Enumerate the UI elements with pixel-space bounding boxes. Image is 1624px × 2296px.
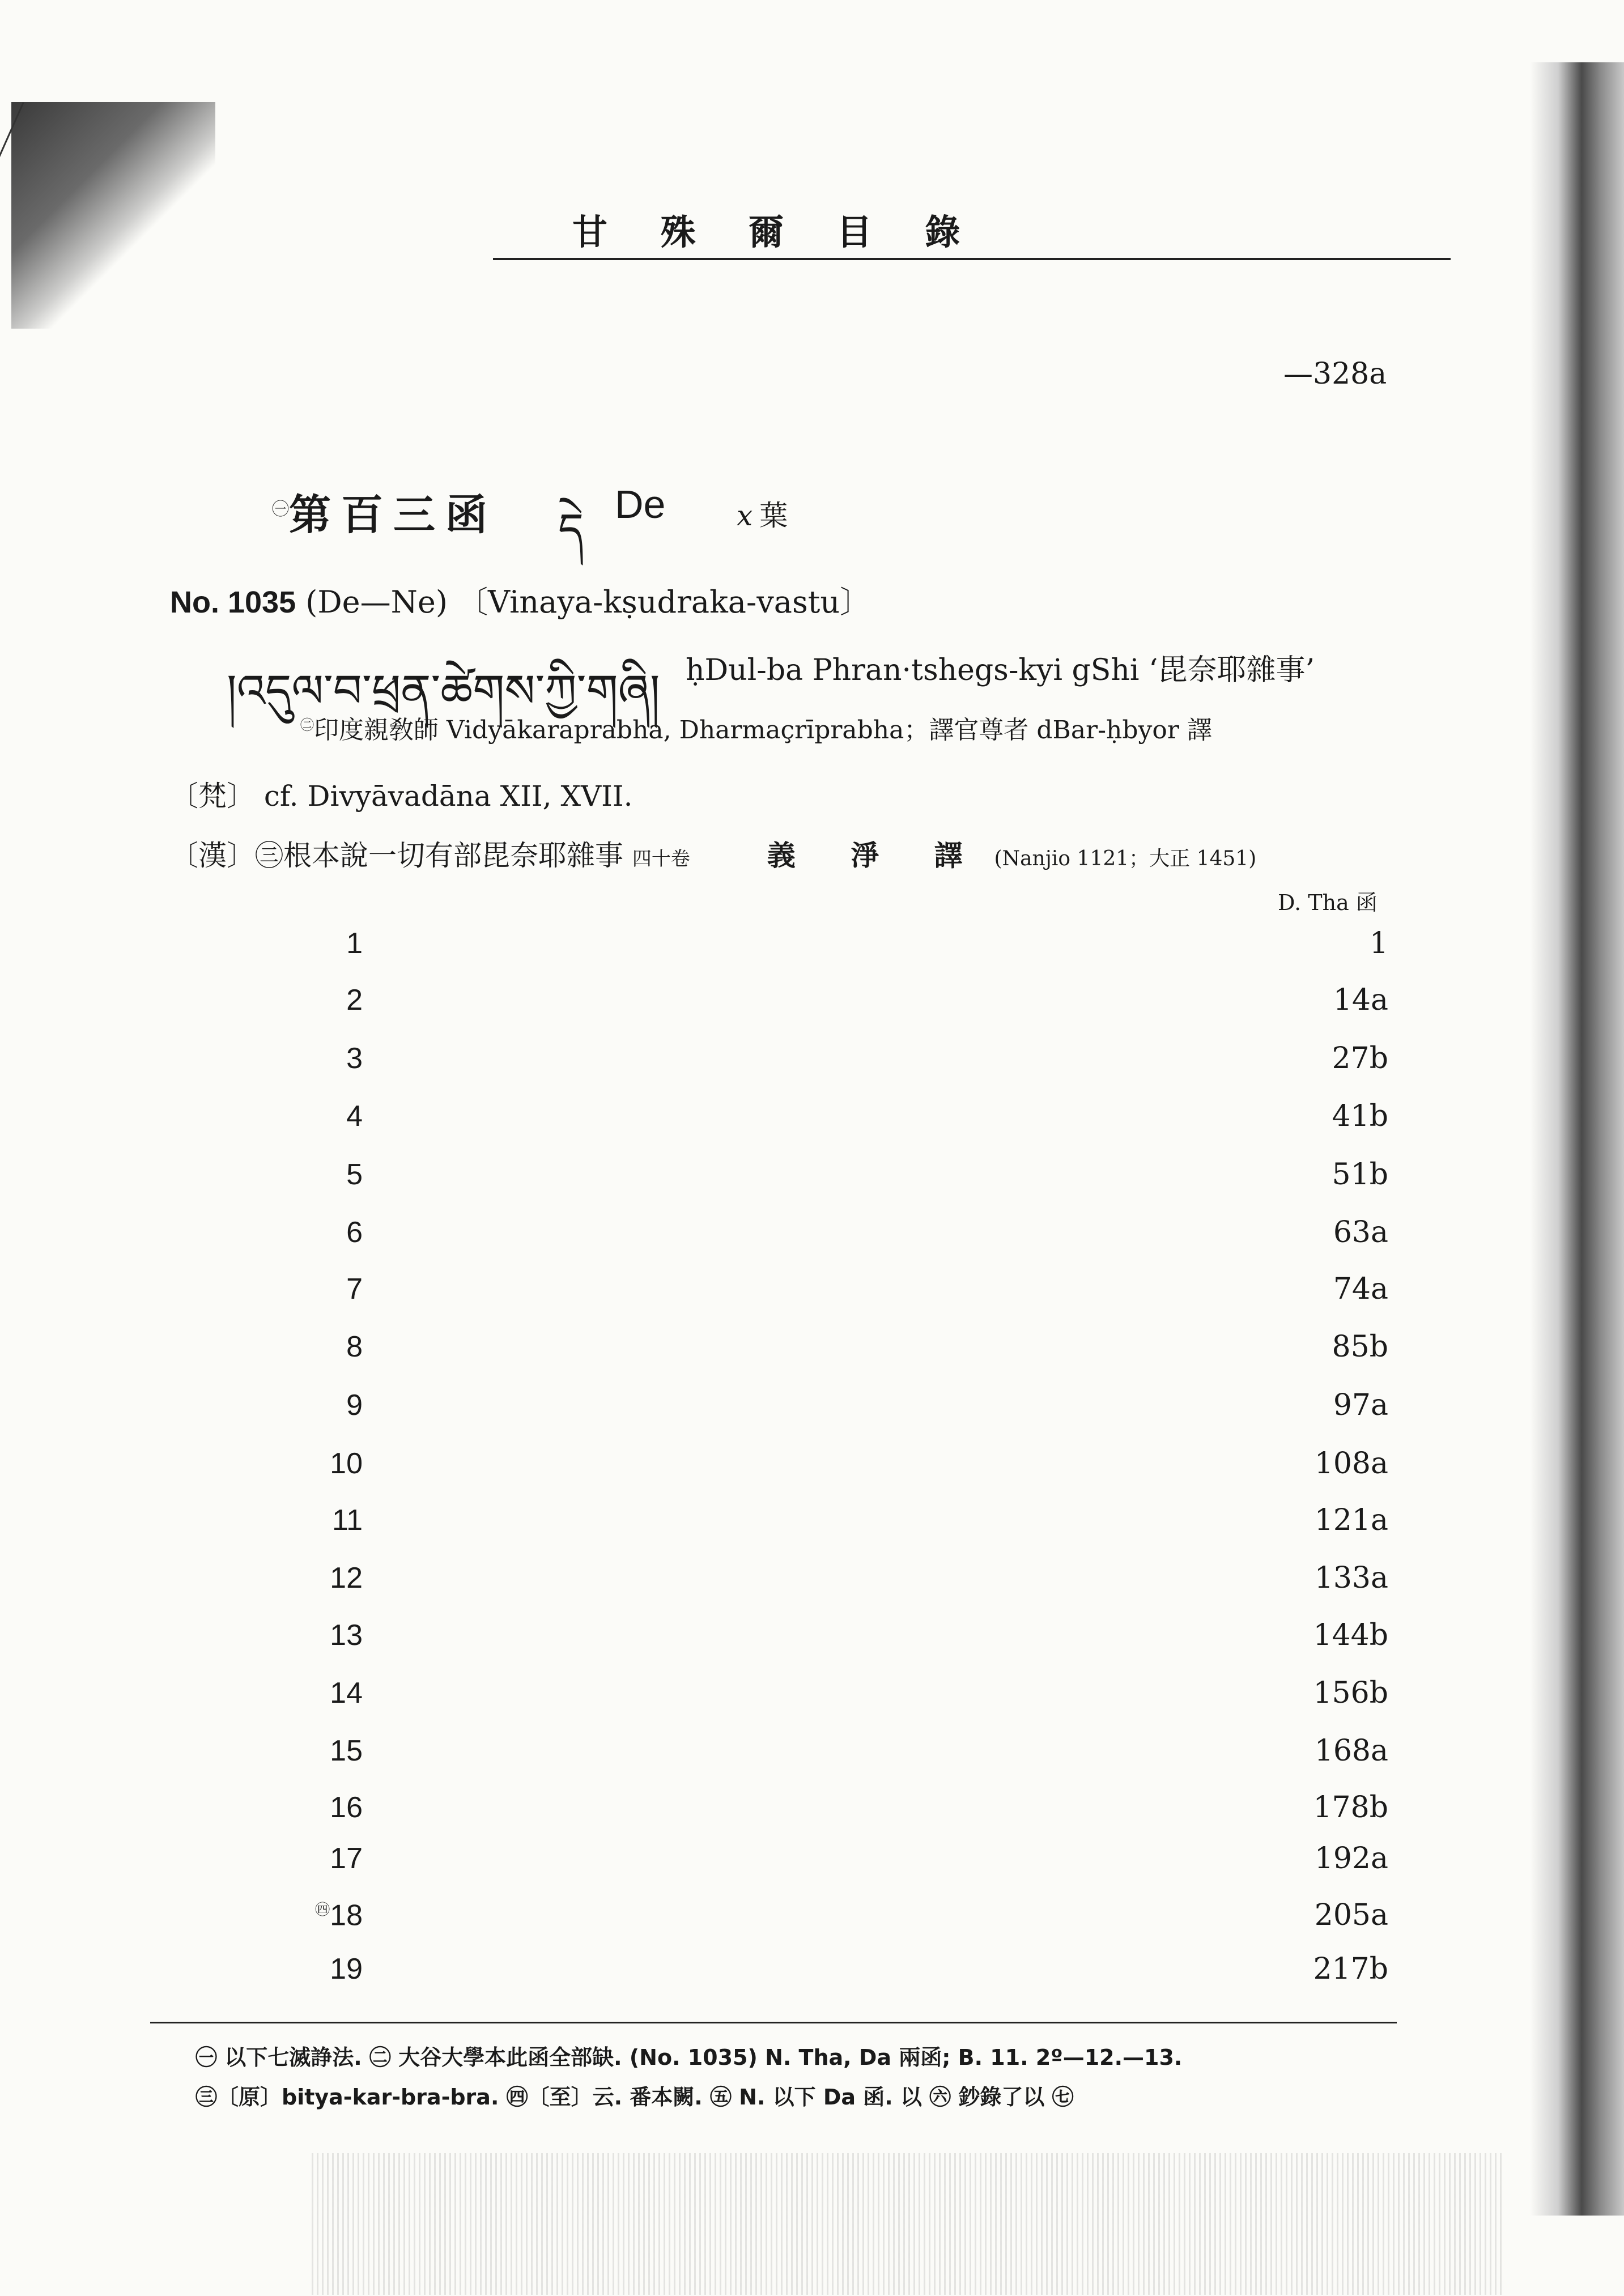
scan-bottom-noise	[312, 2153, 1502, 2295]
tibetan-roman-title: ḥDul-ba Phran·tshegs-kyi gShi	[686, 653, 1140, 687]
leaf-mark: x	[737, 499, 753, 532]
chinese-marker: ㊂	[255, 839, 283, 872]
volume-number: 17	[330, 1842, 363, 1875]
chinese-label: 〔漢〕	[170, 839, 255, 872]
work-sanskrit-title: 〔Vinaya-kṣudraka-vastu〕	[457, 584, 871, 620]
volume-marker: ㊃	[315, 1901, 330, 1918]
volume-number: 11	[332, 1504, 363, 1537]
folio-reference: 27b	[1332, 1041, 1388, 1075]
page-reference: —328a	[1283, 357, 1387, 391]
translators-line	[300, 709, 1212, 746]
chinese-reference	[170, 833, 1256, 874]
volume-number: 13	[330, 1619, 363, 1652]
work-heading	[170, 578, 870, 622]
chinese-short-title: ‘毘奈耶雜事’	[1149, 653, 1315, 687]
chinese-volumes: 四十卷	[632, 848, 690, 870]
sanskrit-label: 〔梵〕	[170, 780, 255, 813]
sanskrit-reference	[170, 773, 633, 814]
work-number: No. 1035	[170, 585, 296, 619]
tibetan-title: །འདུལ་བ་ཕྲན་ཚེགས་ཀྱི་གཞི།	[227, 665, 660, 717]
work-range: (De—Ne)	[305, 584, 448, 620]
folio-reference: 192a	[1314, 1842, 1388, 1876]
volume-number: 10	[330, 1447, 363, 1480]
volume-number: 14	[330, 1677, 363, 1710]
folio-reference: 205a	[1314, 1898, 1388, 1932]
scan-right-edge-shadow	[1530, 62, 1624, 2216]
volume-number: $^㊃$18	[315, 1899, 363, 1932]
volume-number: 9	[346, 1389, 363, 1422]
leaf-note	[737, 493, 788, 534]
folio-reference: 51b	[1332, 1158, 1388, 1192]
footnote-line-1: ㊀ 以下七滅諍法. ㊁ 大谷大學本此函全部缺. (No. 1035) N. Tha, Da 兩函; B. 11. 2º—12.—13.	[195, 2045, 1183, 2070]
translator-marker: ㊁	[300, 717, 314, 733]
volume-number: 8	[346, 1330, 363, 1363]
tibetan-romanized	[686, 646, 1315, 688]
footnote-rule	[150, 2022, 1397, 2023]
sanskrit-ref: cf. Divyāvadāna XII, XVII.	[263, 780, 633, 813]
volume-number: 19	[330, 1953, 363, 1985]
folio-reference: 41b	[1332, 1099, 1388, 1133]
volume-number: 15	[330, 1734, 363, 1767]
folio-reference: 121a	[1314, 1503, 1388, 1537]
section-title	[272, 482, 498, 542]
folio-reference: 168a	[1314, 1734, 1388, 1768]
folio-reference: 217b	[1313, 1952, 1388, 1986]
folio-reference: 144b	[1313, 1618, 1388, 1652]
folio-reference: 14a	[1333, 983, 1388, 1017]
tibetan-letter: དེ	[558, 504, 584, 555]
volume-number: 1	[346, 927, 363, 960]
header-rule	[493, 258, 1451, 260]
folio-reference: 178b	[1313, 1791, 1388, 1825]
folio-reference: 1	[1369, 926, 1388, 960]
translators: 印度親敎師 Vidyākaraprabha, Dharmaçrīprabha；譯官尊者 dBar-ḥbyor 譯	[314, 716, 1212, 745]
volume-number: 5	[346, 1158, 363, 1191]
folio-reference: 85b	[1332, 1330, 1388, 1364]
chinese-translator: 義 淨 譯	[767, 839, 985, 872]
volume-number: 3	[346, 1042, 363, 1075]
chinese-work: 根本說一切有部毘奈耶雜事	[283, 839, 623, 872]
folio-reference: 63a	[1333, 1215, 1388, 1249]
volume-number: 4	[346, 1100, 363, 1133]
footnote-line-2: ㊂〔原〕bitya-kar-bra-bra. ㊃〔至〕云. 番本闕. ㊄ N. 以下 Da 函. 以 ㊅ 鈔錄了以 ㊆	[195, 2085, 1074, 2110]
folio-reference: 74a	[1333, 1272, 1388, 1306]
folio-reference: 156b	[1313, 1676, 1388, 1710]
column-header: D. Tha 函	[1278, 890, 1378, 915]
leaf-char: 葉	[759, 499, 788, 532]
box-title: 第百三函	[289, 491, 498, 539]
running-header: 甘 殊 爾 目 錄	[572, 211, 981, 253]
volume-number: 16	[330, 1791, 363, 1824]
folio-reference: 97a	[1333, 1388, 1388, 1422]
volume-number: 7	[346, 1273, 363, 1306]
volume-number: 2	[346, 984, 363, 1017]
folio-reference: 133a	[1314, 1561, 1388, 1595]
section-marker: ㊀	[272, 499, 289, 520]
volume-number: 6	[346, 1216, 363, 1249]
volume-number: 12	[330, 1562, 363, 1595]
scan-corner-shadow	[11, 102, 215, 329]
section-latin: De	[615, 482, 666, 526]
nanjio-ref: (Nanjio 1121；大正 1451)	[994, 847, 1257, 870]
folio-reference: 108a	[1314, 1447, 1388, 1481]
